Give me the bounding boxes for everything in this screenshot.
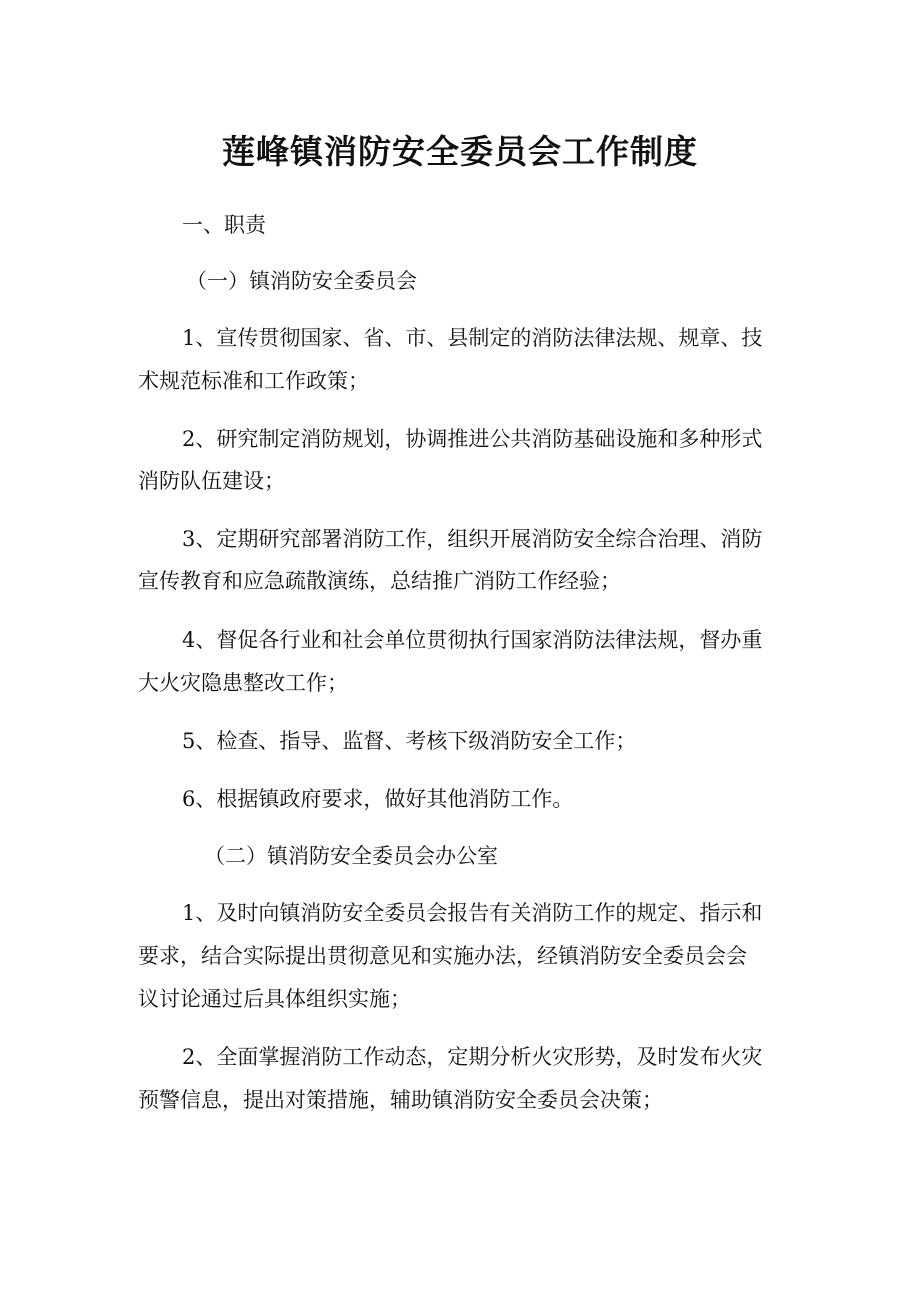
list-item-4-line-1 — [182, 625, 842, 655]
office-item-2-line-2: 预警信息，提出对策措施，辅助镇消防安全委员会决策； — [138, 1088, 663, 1112]
list-item-text: 、检查、指导、监督、考核下级消防安全工作； — [195, 729, 637, 753]
list-item-4-line-2: 大火灾隐患整改工作； — [138, 671, 348, 695]
subsection-heading-committee: （一）镇消防安全委员会 — [186, 269, 417, 293]
document-title: 莲峰镇消防安全委员会工作制度 — [222, 132, 698, 171]
section-heading-duties: 一、职责 — [182, 213, 266, 237]
list-item-number: 3 — [182, 527, 196, 551]
list-item-text: 、督促各行业和社会单位贯彻执行国家消防法律法规，督办重 — [195, 628, 763, 652]
list-item-number: 1 — [182, 326, 196, 350]
list-item-text: 、宣传贯彻国家、省、市、县制定的消防法律法规、规章、技 — [195, 326, 763, 350]
list-item-text: 、研究制定消防规划，协调推进公共消防基础设施和多种形式 — [195, 427, 763, 451]
list-item-text: 、全面掌握消防工作动态，定期分析火灾形势，及时发布火灾 — [195, 1045, 763, 1069]
list-item-6-line-1 — [182, 784, 842, 814]
office-item-1-line-2: 要求，结合实际提出贯彻意见和实施办法，经镇消防安全委员会会 — [138, 944, 747, 968]
list-item-number: 2 — [182, 1045, 196, 1069]
list-item-1-line-2: 术规范标准和工作政策； — [138, 369, 369, 393]
list-item-number: 4 — [182, 628, 196, 652]
list-item-number: 1 — [182, 901, 196, 925]
list-item-1-line-1 — [182, 323, 842, 353]
office-item-1-line-3: 议讨论通过后具体组织实施； — [138, 987, 411, 1011]
list-item-number: 5 — [182, 729, 196, 753]
list-item-text: 、根据镇政府要求，做好其他消防工作。 — [195, 787, 574, 811]
subsection-heading-office: （二）镇消防安全委员会办公室 — [204, 844, 498, 868]
list-item-number: 2 — [182, 427, 196, 451]
office-item-2-line-1 — [182, 1042, 842, 1072]
list-item-5-line-1 — [182, 726, 842, 756]
list-item-3-line-2: 宣传教育和应急疏散演练，总结推广消防工作经验； — [138, 569, 621, 593]
list-item-3-line-1 — [182, 524, 842, 554]
list-item-number: 6 — [182, 787, 196, 811]
list-item-2-line-2: 消防队伍建设； — [138, 469, 285, 493]
list-item-2-line-1 — [182, 424, 842, 454]
office-item-1-line-1 — [182, 898, 842, 928]
list-item-text: 、及时向镇消防安全委员会报告有关消防工作的规定、指示和 — [195, 901, 763, 925]
list-item-text: 、定期研究部署消防工作，组织开展消防安全综合治理、消防 — [195, 527, 763, 551]
